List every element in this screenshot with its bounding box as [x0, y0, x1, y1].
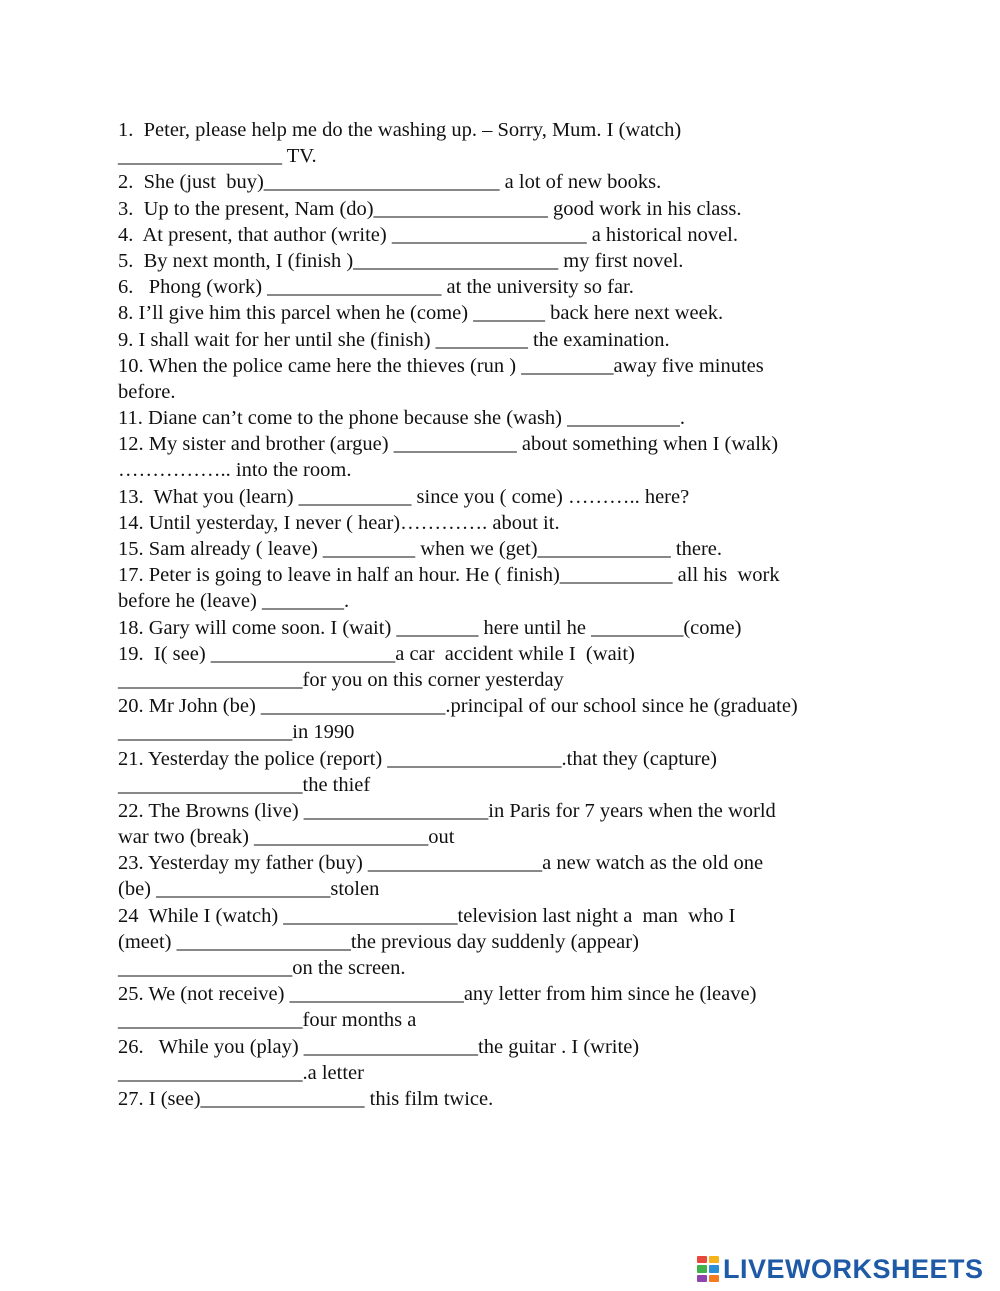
worksheet-line: 24 While I (watch) _________________television last night a man who I [118, 904, 736, 927]
worksheet-line: (meet) _________________the previous day suddenly (appear) [118, 930, 639, 953]
worksheet-line: 14. Until yesterday, I never ( hear)…………. about it. [118, 511, 560, 534]
worksheet-line: 17. Peter is going to leave in half an hour. He ( finish)___________ all his work [118, 564, 780, 587]
worksheet-line: 2. She (just buy)_______________________ a lot of new books. [118, 171, 662, 194]
worksheet-line: 21. Yesterday the police (report) _________________.that they (capture) [118, 747, 717, 770]
logo-block [709, 1275, 719, 1282]
liveworksheets-logo [697, 1254, 984, 1284]
worksheet-line: 23. Yesterday my father (buy) _________________a new watch as the old one [118, 852, 764, 875]
logo-block [697, 1265, 707, 1272]
worksheet-line: 15. Sam already ( leave) _________ when we (get)_____________ there. [118, 538, 723, 560]
worksheet-line: war two (break) _________________out [118, 826, 455, 849]
worksheet-line: __________________for you on this corner yesterday [118, 668, 564, 691]
worksheet-line: 20. Mr John (be) __________________.principal of our school since he (graduate) [118, 695, 798, 718]
worksheet-line: 25. We (not receive) _________________any letter from him since he (leave) [118, 983, 757, 1006]
worksheet-line: 22. The Browns (live) __________________in Paris for 7 years when the world [118, 799, 776, 822]
worksheet-line: __________________the thief [118, 773, 371, 796]
worksheet-line: 9. I shall wait for her until she (finish) _________ the examination. [118, 328, 670, 351]
worksheet-line: __________________.a letter [118, 1061, 364, 1084]
worksheet-line: 4. At present, that author (write) ___________________ a historical novel. [118, 223, 739, 246]
worksheet-line: 8. I’ll give him this parcel when he (come) _______ back here next week. [118, 302, 724, 325]
worksheet-line: _________________in 1990 [118, 721, 355, 744]
worksheet-line: (be) _________________stolen [118, 878, 380, 901]
worksheet-line: 26. While you (play) _________________the guitar . I (write) [118, 1035, 640, 1058]
worksheet-line: 10. When the police came here the thieves (run ) _________away five minutes [118, 354, 764, 377]
worksheet-body [118, 117, 888, 1112]
worksheet-line: 1. Peter, please help me do the washing up. – Sorry, Mum. I (watch) [118, 119, 682, 141]
worksheet-line: …………….. into the room. [118, 459, 352, 482]
worksheet-line: 18. Gary will come soon. I (wait) ________ here until he _________(come) [118, 616, 742, 639]
worksheet-line: ________________ TV. [118, 145, 317, 168]
worksheet-line: 27. I (see)________________ this film twice. [118, 1087, 494, 1110]
worksheet-line: 5. By next month, I (finish )____________________ my first novel. [118, 249, 684, 272]
worksheet-line: 6. Phong (work) _________________ at the university so far. [118, 276, 634, 299]
logo-text: LIVEWORKSHEETS [723, 1253, 984, 1284]
worksheet-line: 12. My sister and brother (argue) ____________ about something when I (walk) [118, 433, 779, 456]
logo-block [709, 1256, 719, 1263]
worksheet-line: 13. What you (learn) ___________ since you ( come) ……….. here? [118, 485, 690, 508]
logo-block [709, 1265, 719, 1272]
worksheet-line: before. [118, 380, 176, 403]
logo-block [697, 1275, 707, 1282]
worksheet-line: __________________four months a [118, 1009, 417, 1032]
worksheet-line: 3. Up to the present, Nam (do)_________________ good work in his class. [118, 197, 742, 220]
logo-block [697, 1256, 707, 1263]
worksheet-line: _________________on the screen. [118, 957, 406, 979]
worksheet-line: 11. Diane can’t come to the phone because she (wash) ___________. [118, 407, 686, 430]
liveworksheets-logo-icon [697, 1256, 719, 1282]
worksheet-line: before he (leave) ________. [118, 590, 350, 613]
worksheet-line: 19. I( see) __________________a car accident while I (wait) [118, 642, 635, 665]
